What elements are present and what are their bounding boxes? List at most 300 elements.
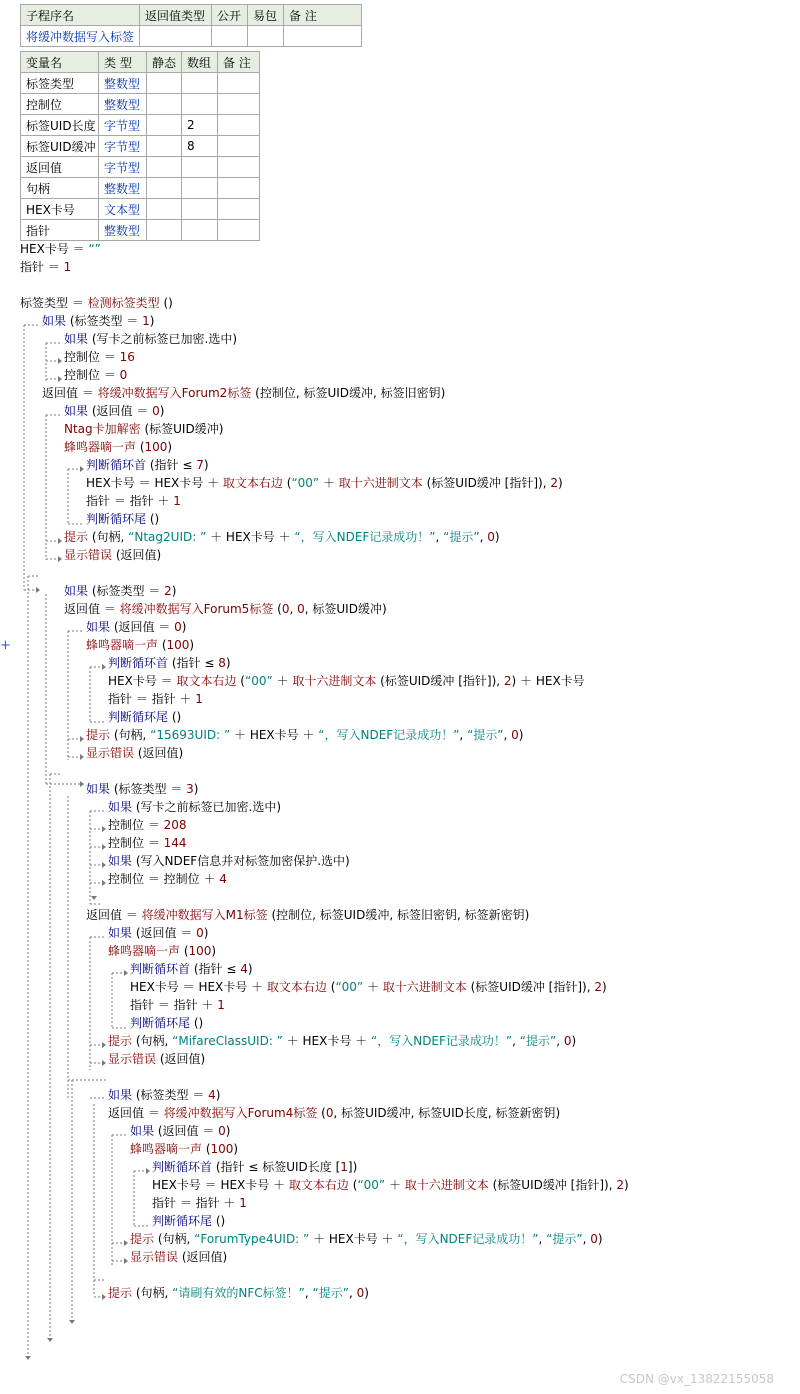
code-token: 4 (240, 962, 248, 976)
code-line[interactable] (86, 746, 183, 760)
code-line[interactable] (64, 332, 237, 346)
guide-arrow (102, 880, 106, 886)
variable-name-cell[interactable]: 标签类型 (21, 73, 99, 94)
code-token: 2 (594, 980, 602, 994)
code-line[interactable] (20, 296, 173, 310)
code-line[interactable] (64, 602, 387, 616)
code-line[interactable] (64, 350, 135, 364)
code-token: () (146, 512, 160, 526)
code-token: ) (171, 584, 177, 598)
guide-arrow (36, 587, 40, 593)
code-line[interactable] (108, 1088, 220, 1102)
code-token: “ForumType4UID: ” (194, 1232, 310, 1246)
code-token: 控制位 ＝ (64, 368, 120, 382)
code-token: 1 (340, 1160, 348, 1174)
header-static: 静态 (147, 52, 182, 73)
code-token: (标签UID缓冲 [指针]), (422, 476, 551, 490)
code-token: “MifareClassUID: ” (172, 1034, 283, 1048)
code-token: 0 (511, 728, 519, 742)
code-token: 1 (142, 314, 150, 328)
code-token: “Ntag2UID: ” (128, 530, 207, 544)
code-token: 提示 (86, 728, 111, 742)
code-token: ＋ (385, 1178, 405, 1192)
guide-arrow (124, 1258, 128, 1264)
code-token: , 标签UID缓冲, 标签UID长度, 标签新密钥) (333, 1106, 561, 1120)
code-token: 0 (218, 1124, 226, 1138)
code-token: “00” (335, 980, 364, 994)
variable-type-cell[interactable]: 文本型 (99, 199, 147, 220)
code-token: 如果 (108, 926, 133, 940)
code-token: , (538, 1232, 547, 1246)
code-token: “，写入NDEF记录成功！” (294, 530, 436, 544)
code-token: 7 (196, 458, 204, 472)
guide-arrow (47, 1338, 53, 1342)
code-token: 如果 (86, 782, 111, 796)
code-token: 4 (219, 872, 227, 886)
code-line[interactable] (130, 1142, 238, 1156)
guide-arrow (80, 736, 84, 742)
code-line[interactable] (108, 872, 227, 886)
code-token: , (556, 1034, 564, 1048)
code-token: ) (203, 926, 209, 940)
guide-arrow (80, 754, 84, 760)
code-token: 如果 (42, 314, 67, 328)
code-line[interactable] (108, 1106, 560, 1120)
header-public: 公开 (212, 5, 248, 26)
code-line[interactable] (130, 980, 607, 994)
code-token: 0 (119, 368, 128, 382)
code-token: ) (225, 656, 231, 670)
code-token: “，写入NDEF记录成功！” (318, 728, 460, 742)
header-type: 类 型 (99, 52, 147, 73)
code-token: 2 (503, 674, 512, 688)
variable-type-cell[interactable]: 整数型 (99, 220, 147, 241)
code-token: 1 (173, 494, 181, 508)
code-token: , (435, 530, 444, 544)
code-line[interactable] (108, 1286, 369, 1300)
code-line[interactable] (108, 692, 203, 706)
code-token: ) (181, 620, 187, 634)
code-token: Ntag卡加解密 (64, 422, 141, 436)
code-token: , (348, 1286, 357, 1300)
code-token: 提示 (64, 530, 89, 544)
code-token: 显示错误 (86, 746, 135, 760)
code-token: 控制位 ＝ 控制位 ＋ (108, 872, 220, 886)
guide-arrow (91, 896, 97, 900)
code-token: 控制位 ＝ (64, 350, 120, 364)
code-token: (标签UID缓冲 [指针]), (376, 674, 504, 688)
code-token: 1 (63, 260, 72, 274)
guide-arrow (146, 1168, 150, 1174)
code-line[interactable] (108, 818, 187, 832)
code-token: (句柄, (132, 1286, 173, 1300)
code-token: ) (203, 458, 209, 472)
code-token: , 标签UID缓冲) (304, 602, 387, 616)
code-token: ) (189, 638, 195, 652)
code-line[interactable] (86, 728, 523, 742)
code-token: HEX卡号 ＝ (20, 242, 89, 256)
code-token: (标签类型 ＝ (88, 584, 165, 598)
code-line[interactable] (86, 908, 529, 922)
code-token: 蜂鸣器嘀一声 (64, 440, 137, 454)
code-token: 判断循环尾 (86, 512, 147, 526)
code-line[interactable] (108, 710, 181, 724)
code-token: (标签类型 ＝ (132, 1088, 209, 1102)
code-token: 判断循环首 (152, 1160, 213, 1174)
code-token: “，写入NDEF记录成功！” (397, 1232, 539, 1246)
variable-type-cell[interactable]: 字节型 (99, 115, 147, 136)
code-token: ) (167, 440, 173, 454)
code-token: 蜂鸣器嘀一声 (130, 1142, 203, 1156)
code-token: 16 (119, 350, 135, 364)
header-array: 数组 (182, 52, 218, 73)
code-line[interactable] (86, 512, 159, 526)
subroutine-name-cell[interactable]: 将缓冲数据写入标签 (21, 26, 140, 47)
code-token: 将缓冲数据写入Forum2标签 (97, 386, 252, 400)
code-token: 判断循环尾 (130, 1016, 191, 1030)
code-line[interactable] (130, 1232, 603, 1246)
code-token: “” (88, 242, 101, 256)
code-token: 提示 (130, 1232, 155, 1246)
header-subroutine-name: 子程序名 (21, 5, 140, 26)
variable-name-cell[interactable]: 指针 (21, 220, 99, 241)
code-line[interactable] (20, 260, 71, 274)
code-token: ＋ (272, 674, 293, 688)
code-token: 100 (166, 638, 190, 652)
code-token: 如果 (86, 620, 111, 634)
header-variable-name: 变量名 (21, 52, 99, 73)
code-token: 取文本右边 (176, 674, 237, 688)
guide-arrow (69, 1320, 75, 1324)
code-token: 显示错误 (130, 1250, 179, 1264)
code-token: (返回值) (112, 548, 162, 562)
code-token: 如果 (108, 854, 133, 868)
code-token: 0 (563, 1034, 572, 1048)
code-token: 0 (356, 1286, 365, 1300)
code-token: ) (518, 728, 524, 742)
code-token: 0 (152, 404, 160, 418)
code-token: 返回值 ＝ (86, 908, 142, 922)
code-token: 蜂鸣器嘀一声 (86, 638, 159, 652)
code-token: (标签UID缓冲 [指针]), (488, 1178, 617, 1192)
code-token: 指针 ＝ 指针 ＋ (108, 692, 196, 706)
code-token: “00” (244, 674, 273, 688)
code-token: (返回值) (156, 1052, 206, 1066)
code-token: 如果 (64, 332, 89, 346)
guide-arrow (102, 844, 106, 850)
code-token: 0 (281, 602, 290, 616)
code-token: (写卡之前标签已加密.选中) (88, 332, 238, 346)
code-token: 提示 (108, 1034, 133, 1048)
code-token: 将缓冲数据写入Forum5标签 (119, 602, 274, 616)
code-token: () (212, 1214, 226, 1228)
code-token: (标签UID缓冲 [指针]), (466, 980, 595, 994)
code-token: 0 (174, 620, 182, 634)
code-line[interactable] (152, 1160, 357, 1174)
code-line[interactable] (86, 620, 186, 634)
code-token: 取十六进制文本 (338, 476, 423, 490)
code-token: “提示” (467, 728, 504, 742)
code-token: 0 (325, 1106, 334, 1120)
code-token: 如果 (108, 800, 133, 814)
code-token: 提示 (108, 1286, 133, 1300)
code-token: ) (215, 1088, 221, 1102)
code-token: ) (494, 530, 500, 544)
code-token: (句柄, (110, 728, 151, 742)
variable-array-cell[interactable]: 2 (182, 115, 218, 136)
code-token: 判断循环首 (130, 962, 191, 976)
code-line[interactable] (86, 638, 194, 652)
code-token: 判断循环尾 (152, 1214, 213, 1228)
code-token: ) (624, 1178, 629, 1192)
guide-arrow (58, 358, 62, 364)
code-line[interactable] (108, 1034, 576, 1048)
header-package: 易包 (248, 5, 284, 26)
variable-name-cell[interactable]: 控制位 (21, 94, 99, 115)
code-token: HEX卡号 ＝ HEX卡号 ＋ (130, 980, 267, 994)
code-token: 如果 (64, 404, 89, 418)
watermark: CSDN @vx_13822155058 (619, 1372, 774, 1386)
code-token: , (503, 728, 512, 742)
code-token: 2 (164, 584, 172, 598)
code-line[interactable] (130, 1016, 203, 1030)
variable-array-cell[interactable]: 8 (182, 136, 218, 157)
code-token: 1 (217, 998, 225, 1012)
code-line[interactable] (108, 926, 208, 940)
code-token: ( (158, 638, 167, 652)
code-line[interactable] (86, 458, 209, 472)
code-token: 显示错误 (64, 548, 113, 562)
code-token: 取十六进制文本 (292, 674, 377, 688)
code-token: 显示错误 (108, 1052, 157, 1066)
code-token: ) ＋ HEX卡号 (511, 674, 585, 688)
code-token: 2 (616, 1178, 624, 1192)
guide-arrow (124, 970, 128, 976)
code-token: 判断循环首 (108, 656, 169, 670)
code-token: ) (233, 1142, 239, 1156)
code-token: “提示” (312, 1286, 349, 1300)
code-token: ( (273, 602, 282, 616)
code-token: (写卡之前标签已加密.选中) (132, 800, 282, 814)
code-token: ) (149, 314, 155, 328)
code-token: (句柄, (154, 1232, 195, 1246)
code-token: , (459, 728, 468, 742)
code-line[interactable] (86, 476, 563, 490)
code-token: ( (326, 980, 336, 994)
code-token: 2 (550, 476, 558, 490)
code-token: “，写入NDEF记录成功！” (371, 1034, 513, 1048)
code-token: 100 (188, 944, 212, 958)
variable-type-cell[interactable]: 整数型 (99, 94, 147, 115)
code-token: 将缓冲数据写入M1标签 (141, 908, 268, 922)
code-token: (标签类型 ＝ (110, 782, 187, 796)
code-line[interactable] (64, 404, 164, 418)
code-token: (写入NDEF信息并对标签加密保护.选中) (132, 854, 350, 868)
code-line[interactable] (64, 422, 223, 436)
guide-arrow (80, 466, 84, 472)
code-token: ) (571, 1034, 577, 1048)
code-token: , (304, 1286, 313, 1300)
variable-type-cell[interactable]: 字节型 (99, 136, 147, 157)
code-token: (标签UID缓冲) (140, 422, 224, 436)
guide-arrow (102, 826, 106, 832)
code-token: ＋ HEX卡号 ＋ (206, 530, 295, 544)
code-token: ) (364, 1286, 369, 1300)
variable-name-cell[interactable]: 返回值 (21, 157, 99, 178)
code-token: ]) (347, 1160, 358, 1174)
code-token: ( (180, 944, 189, 958)
header-remark: 备 注 (284, 5, 362, 26)
variable-type-cell[interactable]: 整数型 (99, 178, 147, 199)
code-line[interactable] (152, 1196, 247, 1210)
code-token: ) (159, 404, 165, 418)
code-line[interactable] (42, 386, 445, 400)
code-token: 返回值 ＝ (42, 386, 98, 400)
code-token: ) (558, 476, 563, 490)
variable-name-cell[interactable]: 标签UID长度 (21, 115, 99, 136)
code-line[interactable] (130, 1250, 227, 1264)
code-token: () (159, 296, 173, 310)
code-token: 指针 ＝ (20, 260, 64, 274)
code-token: 标签类型 ＝ (20, 296, 88, 310)
code-token: ＋ HEX卡号 ＋ (230, 728, 319, 742)
code-token: (返回值 ＝ (88, 404, 153, 418)
header-return-type: 返回值类型 (140, 5, 212, 26)
code-token: (控制位, 标签UID缓冲, 标签旧密钥, 标签新密钥) (267, 908, 530, 922)
code-token: “提示” (546, 1232, 583, 1246)
code-token: 控制位 ＝ (108, 836, 164, 850)
code-line[interactable] (152, 1178, 629, 1192)
code-line[interactable] (108, 944, 216, 958)
code-token: ＋ (363, 980, 383, 994)
guide-arrow (58, 376, 62, 382)
code-token: ) (602, 980, 607, 994)
code-line[interactable] (20, 242, 101, 256)
code-token: 将缓冲数据写入Forum4标签 (163, 1106, 318, 1120)
code-token: 144 (163, 836, 187, 850)
code-token: 取十六进制文本 (382, 980, 467, 994)
code-token: “请刷有效的NFC标签！” (172, 1286, 305, 1300)
code-token: (返回值) (178, 1250, 228, 1264)
code-token: 指针 ＝ 指针 ＋ (130, 998, 218, 1012)
guide-arrow (80, 781, 84, 787)
code-line[interactable] (108, 836, 187, 850)
variable-name-cell[interactable]: 标签UID缓冲 (21, 136, 99, 157)
guide-arrow (102, 1294, 106, 1300)
guide-arrow (25, 1356, 31, 1360)
code-token: ＋ HEX卡号 ＋ (282, 1034, 371, 1048)
code-token: ) (247, 962, 253, 976)
code-token: “15693UID: ” (150, 728, 231, 742)
code-token: (返回值) (134, 746, 184, 760)
code-token: 检测标签类型 (87, 296, 160, 310)
guide-arrow (102, 862, 106, 868)
code-token: ( (202, 1142, 211, 1156)
code-token: HEX卡号 ＝ HEX卡号 ＋ (86, 476, 223, 490)
code-token: 返回值 ＝ (108, 1106, 164, 1120)
guide-arrow (58, 538, 62, 544)
code-token: “00” (291, 476, 320, 490)
code-line[interactable] (64, 368, 127, 382)
variable-type-cell[interactable]: 字节型 (99, 157, 147, 178)
code-token: 0 (297, 602, 305, 616)
code-token: “00” (357, 1178, 386, 1192)
code-token: 0 (590, 1232, 598, 1246)
code-token: ) (211, 944, 217, 958)
code-line[interactable] (130, 998, 225, 1012)
code-line[interactable] (108, 800, 281, 814)
code-token: (句柄, (88, 530, 129, 544)
code-token: 0 (196, 926, 204, 940)
guide-arrow (102, 1042, 106, 1048)
variable-type-cell[interactable]: 整数型 (99, 73, 147, 94)
code-token: (返回值 ＝ (110, 620, 175, 634)
code-token: 判断循环首 (86, 458, 147, 472)
code-line[interactable] (130, 962, 253, 976)
code-token: 8 (218, 656, 226, 670)
code-line[interactable] (64, 584, 176, 598)
code-token: (返回值 ＝ (154, 1124, 219, 1138)
code-token: (控制位, 标签UID缓冲, 标签旧密钥) (251, 386, 446, 400)
code-token: , (512, 1034, 520, 1048)
code-token: 如果 (64, 584, 89, 598)
code-token: , (479, 530, 488, 544)
code-token: 指针 ＝ 指针 ＋ (152, 1196, 240, 1210)
code-token: “提示” (519, 1034, 557, 1048)
code-token: 返回值 ＝ (64, 602, 120, 616)
code-token: 100 (210, 1142, 234, 1156)
code-line[interactable] (86, 494, 181, 508)
expand-marker[interactable]: + (0, 638, 11, 653)
code-line[interactable] (64, 440, 172, 454)
guide-arrow (102, 1060, 106, 1066)
code-token: 100 (144, 440, 168, 454)
code-line[interactable] (42, 314, 154, 328)
code-line[interactable] (86, 782, 198, 796)
code-token: 取文本右边 (288, 1178, 349, 1192)
code-line[interactable] (108, 674, 585, 688)
code-line[interactable] (130, 1124, 230, 1138)
code-line[interactable] (108, 656, 231, 670)
code-token: (指针 ≤ (190, 962, 241, 976)
code-token: 如果 (108, 1088, 133, 1102)
code-token: 取文本右边 (266, 980, 327, 994)
code-token: 3 (186, 782, 194, 796)
code-token: 4 (208, 1088, 216, 1102)
guide-arrow (58, 556, 62, 562)
code-line[interactable] (64, 548, 161, 562)
code-token: HEX卡号 ＝ HEX卡号 ＋ (152, 1178, 289, 1192)
code-line[interactable] (108, 1052, 205, 1066)
code-token: () (168, 710, 182, 724)
code-token: ( (282, 476, 292, 490)
code-token: ( (136, 440, 145, 454)
code-token: ) (597, 1232, 603, 1246)
code-token: 1 (239, 1196, 247, 1210)
code-line[interactable] (64, 530, 500, 544)
code-line[interactable] (152, 1214, 225, 1228)
code-line[interactable] (108, 854, 350, 868)
code-token: 如果 (130, 1124, 155, 1138)
code-token: (指针 ≤ (168, 656, 219, 670)
variable-name-cell[interactable]: 句柄 (21, 178, 99, 199)
code-token: , (289, 602, 298, 616)
code-token: (标签类型 ＝ (66, 314, 143, 328)
code-token: HEX卡号 ＝ (108, 674, 177, 688)
variable-name-cell[interactable]: HEX卡号 (21, 199, 99, 220)
code-token: 208 (163, 818, 187, 832)
guide-arrow (124, 1240, 128, 1246)
